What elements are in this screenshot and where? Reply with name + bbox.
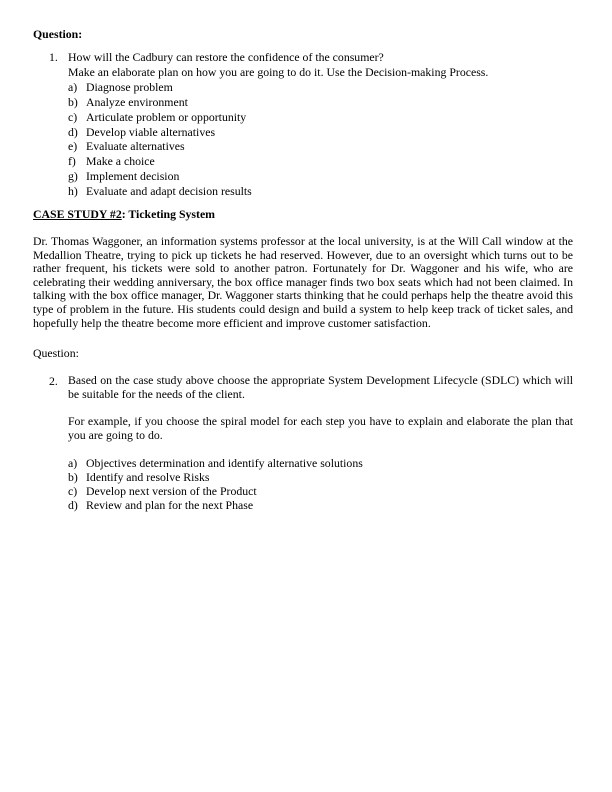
q2-item-b-text: Identify and resolve Risks [86, 470, 210, 484]
q1-item-d-marker: d) [68, 125, 78, 139]
case-study-heading [33, 207, 215, 221]
q2-number: 2. [49, 374, 58, 388]
q1-item-a-marker: a) [68, 80, 78, 94]
q2-item-d-text: Review and plan for the next Phase [86, 498, 254, 512]
q1-line1: How will the Cadbury can restore the confidence of the consumer? [68, 50, 384, 64]
q1-item-f-marker: f) [68, 154, 76, 168]
q1-line2: Make an elaborate plan on how you are going to do it. Use the Decision-making Process. [68, 65, 489, 79]
q1-item-c-text: Articulate problem or opportunity [86, 110, 247, 124]
q2-paragraph2: For example, if you choose the spiral model for each step you have to explain and elaborate the plan that you are going to do. [68, 414, 573, 442]
q1-item-h-marker: h) [68, 184, 78, 198]
question2-heading: Question: [33, 346, 79, 360]
q1-item-c-marker: c) [68, 110, 78, 124]
q2-item-a-marker: a) [68, 456, 78, 470]
q1-item-f-text: Make a choice [86, 154, 155, 168]
q2-item-c-text: Develop next version of the Product [86, 484, 257, 498]
q2-paragraph1: Based on the case study above choose the appropriate System Development Lifecycle (SDLC) which will be suitable for the needs of the client. [68, 373, 573, 401]
q1-item-e-marker: e) [68, 139, 78, 153]
q1-item-g-text: Implement decision [86, 169, 180, 183]
q2-item-c-marker: c) [68, 484, 78, 498]
q1-item-d-text: Develop viable alternatives [86, 125, 216, 139]
q1-item-h-text: Evaluate and adapt decision results [86, 184, 252, 198]
q1-number: 1. [49, 50, 58, 64]
q2-item-a-text: Objectives determination and identify alternative solutions [86, 456, 363, 470]
q1-item-b-marker: b) [68, 95, 78, 109]
case-study-paragraph: Dr. Thomas Waggoner, an information systems professor at the local university, is at the Will Call window at the Medallion Theatre, trying to pick up tickets he had reserved. However, due to an oversight which turns out to be rather frequent, his tickets were sold to another patron. Fortunately for Dr. Waggoner and his wife, who are celebrating their wedding anniversary, the box office manager finds two box seats which had not been claimed. In talking with the box office manager, Dr. Waggoner starts thinking that he could perhaps help the theatre avoid this type of problem in the future. His students could design and build a system to help keep track of ticket sales, and hopefully help the theatre become more efficient and improve customer satisfaction. [33, 234, 573, 330]
q1-item-g-marker: g) [68, 169, 78, 183]
q1-item-b-text: Analyze environment [86, 95, 188, 109]
case-study-label: CASE STUDY #2 [33, 207, 122, 221]
question-heading: Question: [33, 27, 83, 41]
case-study-suffix: : Ticketing System [121, 207, 216, 221]
q2-item-b-marker: b) [68, 470, 78, 484]
q1-item-a-text: Diagnose problem [86, 80, 173, 94]
q2-item-d-marker: d) [68, 498, 78, 512]
q1-item-e-text: Evaluate alternatives [86, 139, 185, 153]
